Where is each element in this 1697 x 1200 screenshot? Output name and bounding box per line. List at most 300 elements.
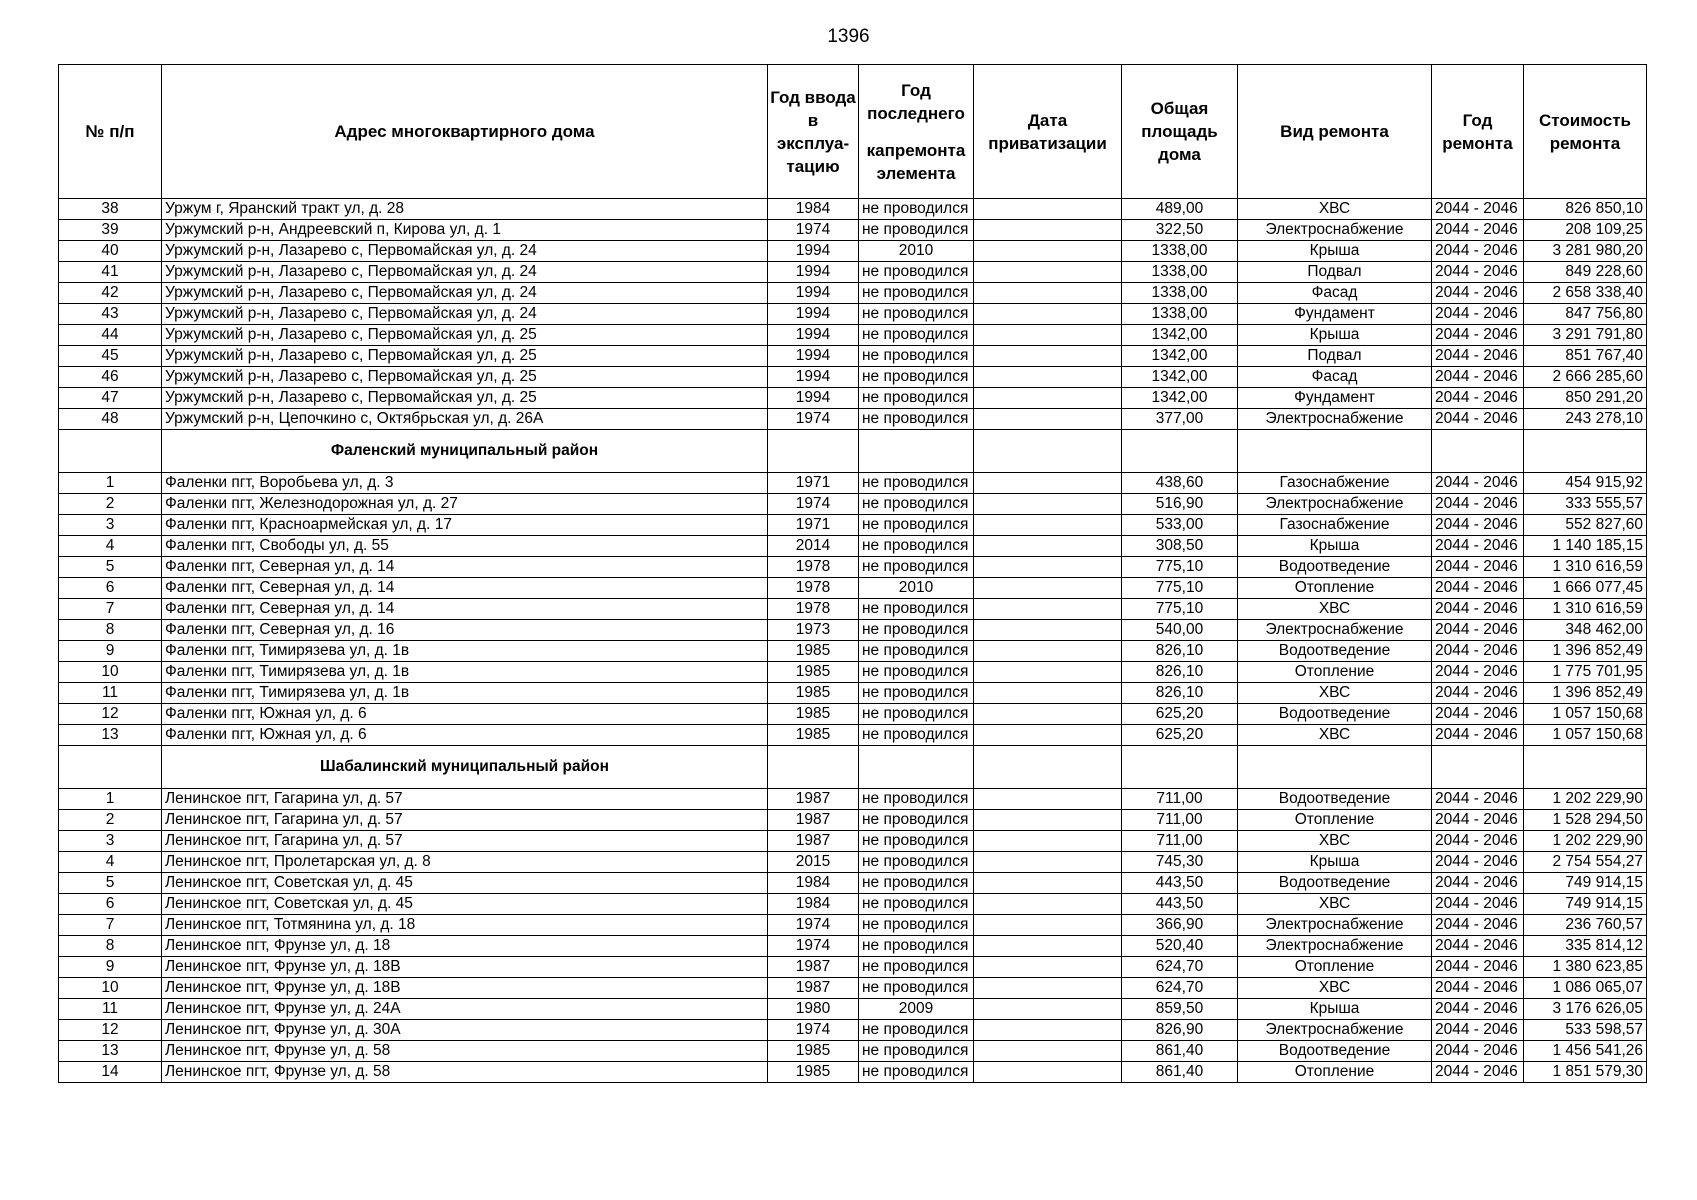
row-address: Ленинское пгт, Фрунзе ул, д. 30А (162, 1020, 768, 1041)
row-number: 8 (59, 936, 162, 957)
header-last-repair-line2: капремонта элемента (866, 140, 966, 183)
row-last-repair: не проводился (859, 346, 974, 367)
row-last-repair: не проводился (859, 620, 974, 641)
header-repair-type: Вид ремонта (1238, 65, 1432, 199)
row-privatization (974, 957, 1122, 978)
row-last-repair: не проводился (859, 599, 974, 620)
row-address: Уржумский р-н, Лазарево с, Первомайская ул, д. 25 (162, 346, 768, 367)
table-row (59, 262, 1647, 283)
row-repair-type: Отопление (1238, 810, 1432, 831)
row-area: 625,20 (1122, 704, 1238, 725)
row-repair-type: Водоотведение (1238, 873, 1432, 894)
row-address: Уржумский р-н, Цепочкино с, Октябрьская ул, д. 26А (162, 409, 768, 430)
row-year-built: 1974 (768, 494, 859, 515)
row-cost: 1 851 579,30 (1524, 1062, 1647, 1083)
table-row (59, 473, 1647, 494)
row-repair-type: Водоотведение (1238, 557, 1432, 578)
row-last-repair: не проводился (859, 641, 974, 662)
row-address: Фаленки пгт, Северная ул, д. 14 (162, 599, 768, 620)
row-address: Ленинское пгт, Фрунзе ул, д. 18В (162, 978, 768, 999)
row-last-repair: не проводился (859, 725, 974, 746)
row-address: Уржумский р-н, Лазарево с, Первомайская ул, д. 25 (162, 388, 768, 409)
row-year-built: 1974 (768, 915, 859, 936)
row-repair-type: ХВС (1238, 199, 1432, 220)
row-year-built: 1985 (768, 704, 859, 725)
row-last-repair: не проводился (859, 810, 974, 831)
row-privatization (974, 620, 1122, 641)
row-last-repair: не проводился (859, 978, 974, 999)
row-repair-type: Электроснабжение (1238, 936, 1432, 957)
row-repair-year: 2044 - 2046 (1432, 873, 1524, 894)
row-number: 11 (59, 999, 162, 1020)
row-repair-type: Отопление (1238, 1062, 1432, 1083)
row-number: 10 (59, 662, 162, 683)
header-num: № п/п (59, 65, 162, 199)
row-area: 745,30 (1122, 852, 1238, 873)
row-address: Фаленки пгт, Воробьева ул, д. 3 (162, 473, 768, 494)
table-row (59, 325, 1647, 346)
row-year-built: 1974 (768, 409, 859, 430)
row-area: 1338,00 (1122, 304, 1238, 325)
row-address: Ленинское пгт, Гагарина ул, д. 57 (162, 789, 768, 810)
table-row (59, 641, 1647, 662)
row-repair-type: Крыша (1238, 325, 1432, 346)
row-year-built: 2014 (768, 536, 859, 557)
row-year-built: 1994 (768, 262, 859, 283)
row-last-repair: не проводился (859, 494, 974, 515)
row-repair-type: ХВС (1238, 978, 1432, 999)
row-year-built: 1987 (768, 957, 859, 978)
row-address: Уржумский р-н, Лазарево с, Первомайская ул, д. 24 (162, 241, 768, 262)
row-repair-year: 2044 - 2046 (1432, 683, 1524, 704)
row-area: 366,90 (1122, 915, 1238, 936)
row-area: 826,10 (1122, 683, 1238, 704)
row-privatization (974, 810, 1122, 831)
row-repair-type: ХВС (1238, 894, 1432, 915)
row-last-repair: не проводился (859, 283, 974, 304)
table-row (59, 367, 1647, 388)
row-last-repair: не проводился (859, 936, 974, 957)
row-year-built: 1985 (768, 641, 859, 662)
table-row (59, 241, 1647, 262)
row-last-repair: не проводился (859, 536, 974, 557)
row-privatization (974, 1041, 1122, 1062)
row-address: Ленинское пгт, Фрунзе ул, д. 58 (162, 1041, 768, 1062)
row-repair-type: Фасад (1238, 367, 1432, 388)
row-area: 438,60 (1122, 473, 1238, 494)
section-empty-cell (1238, 430, 1432, 473)
row-year-built: 1985 (768, 662, 859, 683)
row-area: 775,10 (1122, 557, 1238, 578)
row-area: 775,10 (1122, 578, 1238, 599)
row-cost: 1 528 294,50 (1524, 810, 1647, 831)
row-repair-year: 2044 - 2046 (1432, 704, 1524, 725)
row-repair-type: Электроснабжение (1238, 620, 1432, 641)
row-cost: 333 555,57 (1524, 494, 1647, 515)
row-privatization (974, 367, 1122, 388)
row-address: Уржумский р-н, Андреевский п, Кирова ул, д. 1 (162, 220, 768, 241)
table-row (59, 662, 1647, 683)
row-cost: 243 278,10 (1524, 409, 1647, 430)
row-area: 861,40 (1122, 1062, 1238, 1083)
row-privatization (974, 999, 1122, 1020)
row-area: 1342,00 (1122, 367, 1238, 388)
row-address: Уржумский р-н, Лазарево с, Первомайская ул, д. 25 (162, 325, 768, 346)
header-privatization: Дата приватизации (974, 65, 1122, 199)
row-repair-year: 2044 - 2046 (1432, 620, 1524, 641)
table-row (59, 894, 1647, 915)
row-address: Фаленки пгт, Северная ул, д. 14 (162, 578, 768, 599)
row-privatization (974, 831, 1122, 852)
row-number: 12 (59, 1020, 162, 1041)
row-repair-type: Отопление (1238, 578, 1432, 599)
row-privatization (974, 683, 1122, 704)
section-num-cell (59, 746, 162, 789)
row-last-repair: не проводился (859, 262, 974, 283)
section-empty-cell (768, 430, 859, 473)
repair-plan-table (58, 64, 1647, 1083)
table-row (59, 199, 1647, 220)
row-number: 11 (59, 683, 162, 704)
row-repair-type: ХВС (1238, 831, 1432, 852)
row-privatization (974, 473, 1122, 494)
row-privatization (974, 1062, 1122, 1083)
row-repair-type: Отопление (1238, 957, 1432, 978)
row-repair-type: Газоснабжение (1238, 473, 1432, 494)
table-row (59, 494, 1647, 515)
row-privatization (974, 241, 1122, 262)
row-repair-year: 2044 - 2046 (1432, 1020, 1524, 1041)
row-address: Фаленки пгт, Тимирязева ул, д. 1в (162, 683, 768, 704)
row-privatization (974, 515, 1122, 536)
row-cost: 1 057 150,68 (1524, 725, 1647, 746)
row-repair-year: 2044 - 2046 (1432, 325, 1524, 346)
table-row (59, 599, 1647, 620)
row-privatization (974, 346, 1122, 367)
row-number: 5 (59, 873, 162, 894)
row-number: 39 (59, 220, 162, 241)
row-last-repair: не проводился (859, 557, 974, 578)
header-row (59, 65, 1647, 199)
row-cost: 1 310 616,59 (1524, 557, 1647, 578)
row-year-built: 1974 (768, 220, 859, 241)
row-cost: 851 767,40 (1524, 346, 1647, 367)
row-year-built: 1973 (768, 620, 859, 641)
row-privatization (974, 578, 1122, 599)
row-number: 4 (59, 852, 162, 873)
row-cost: 1 140 185,15 (1524, 536, 1647, 557)
row-cost: 847 756,80 (1524, 304, 1647, 325)
row-number: 3 (59, 831, 162, 852)
row-year-built: 1987 (768, 978, 859, 999)
row-number: 3 (59, 515, 162, 536)
row-cost: 849 228,60 (1524, 262, 1647, 283)
row-last-repair: не проводился (859, 873, 974, 894)
section-empty-cell (1122, 746, 1238, 789)
row-number: 44 (59, 325, 162, 346)
row-cost: 3 281 980,20 (1524, 241, 1647, 262)
row-area: 516,90 (1122, 494, 1238, 515)
row-repair-type: Газоснабжение (1238, 515, 1432, 536)
row-last-repair: не проводился (859, 831, 974, 852)
header-address: Адрес многоквартирного дома (162, 65, 768, 199)
row-repair-type: Электроснабжение (1238, 409, 1432, 430)
row-number: 46 (59, 367, 162, 388)
row-privatization (974, 304, 1122, 325)
row-number: 42 (59, 283, 162, 304)
row-last-repair: не проводился (859, 515, 974, 536)
section-title: Фаленский муниципальный район (162, 430, 768, 473)
table-row (59, 346, 1647, 367)
row-address: Фаленки пгт, Свободы ул, д. 55 (162, 536, 768, 557)
table-row (59, 620, 1647, 641)
table-body (59, 199, 1647, 1083)
row-area: 377,00 (1122, 409, 1238, 430)
page-number: 1396 (827, 26, 870, 47)
row-address: Ленинское пгт, Фрунзе ул, д. 58 (162, 1062, 768, 1083)
row-privatization (974, 915, 1122, 936)
row-area: 826,90 (1122, 1020, 1238, 1041)
row-repair-year: 2044 - 2046 (1432, 641, 1524, 662)
row-last-repair: 2009 (859, 999, 974, 1020)
table-row (59, 936, 1647, 957)
table-row (59, 789, 1647, 810)
row-repair-year: 2044 - 2046 (1432, 936, 1524, 957)
row-repair-year: 2044 - 2046 (1432, 831, 1524, 852)
row-cost: 1 775 701,95 (1524, 662, 1647, 683)
row-repair-year: 2044 - 2046 (1432, 810, 1524, 831)
row-area: 711,00 (1122, 810, 1238, 831)
table-row (59, 725, 1647, 746)
row-repair-type: Водоотведение (1238, 789, 1432, 810)
row-cost: 850 291,20 (1524, 388, 1647, 409)
row-repair-type: Фундамент (1238, 388, 1432, 409)
row-last-repair: не проводился (859, 409, 974, 430)
row-privatization (974, 325, 1122, 346)
row-year-built: 1974 (768, 936, 859, 957)
row-repair-type: Крыша (1238, 536, 1432, 557)
row-repair-year: 2044 - 2046 (1432, 515, 1524, 536)
row-repair-year: 2044 - 2046 (1432, 199, 1524, 220)
row-last-repair: не проводился (859, 220, 974, 241)
row-cost: 749 914,15 (1524, 894, 1647, 915)
table-row (59, 388, 1647, 409)
row-cost: 1 666 077,45 (1524, 578, 1647, 599)
row-address: Ленинское пгт, Пролетарская ул, д. 8 (162, 852, 768, 873)
row-repair-year: 2044 - 2046 (1432, 852, 1524, 873)
row-repair-year: 2044 - 2046 (1432, 1041, 1524, 1062)
row-last-repair: не проводился (859, 1020, 974, 1041)
row-area: 826,10 (1122, 662, 1238, 683)
row-repair-year: 2044 - 2046 (1432, 789, 1524, 810)
row-number: 8 (59, 620, 162, 641)
row-repair-type: Водоотведение (1238, 1041, 1432, 1062)
row-last-repair: не проводился (859, 957, 974, 978)
row-address: Уржумский р-н, Лазарево с, Первомайская ул, д. 24 (162, 262, 768, 283)
row-area: 1342,00 (1122, 346, 1238, 367)
row-privatization (974, 789, 1122, 810)
row-year-built: 1994 (768, 304, 859, 325)
row-cost: 533 598,57 (1524, 1020, 1647, 1041)
row-cost: 236 760,57 (1524, 915, 1647, 936)
row-area: 443,50 (1122, 894, 1238, 915)
row-address: Уржумский р-н, Лазарево с, Первомайская ул, д. 24 (162, 304, 768, 325)
row-last-repair: не проводился (859, 704, 974, 725)
row-number: 7 (59, 915, 162, 936)
row-repair-year: 2044 - 2046 (1432, 367, 1524, 388)
row-number: 1 (59, 789, 162, 810)
table-row (59, 810, 1647, 831)
row-repair-year: 2044 - 2046 (1432, 978, 1524, 999)
table-row (59, 957, 1647, 978)
row-area: 1338,00 (1122, 283, 1238, 304)
row-area: 520,40 (1122, 936, 1238, 957)
row-cost: 454 915,92 (1524, 473, 1647, 494)
row-privatization (974, 199, 1122, 220)
header-repair-year: Год ремонта (1432, 65, 1524, 199)
row-number: 43 (59, 304, 162, 325)
row-repair-type: Электроснабжение (1238, 494, 1432, 515)
row-area: 775,10 (1122, 599, 1238, 620)
row-repair-type: Электроснабжение (1238, 220, 1432, 241)
row-number: 38 (59, 199, 162, 220)
row-year-built: 1987 (768, 789, 859, 810)
row-repair-year: 2044 - 2046 (1432, 220, 1524, 241)
row-area: 533,00 (1122, 515, 1238, 536)
row-address: Ленинское пгт, Советская ул, д. 45 (162, 894, 768, 915)
row-address: Фаленки пгт, Тимирязева ул, д. 1в (162, 662, 768, 683)
row-last-repair: не проводился (859, 915, 974, 936)
row-last-repair: не проводился (859, 325, 974, 346)
section-empty-cell (768, 746, 859, 789)
row-number: 2 (59, 810, 162, 831)
header-cost: Стоимость ремонта (1524, 65, 1647, 199)
section-num-cell (59, 430, 162, 473)
row-cost: 348 462,00 (1524, 620, 1647, 641)
row-repair-type: Электроснабжение (1238, 915, 1432, 936)
table-row (59, 1062, 1647, 1083)
section-empty-cell (1432, 746, 1524, 789)
section-row (59, 746, 1647, 789)
row-repair-year: 2044 - 2046 (1432, 999, 1524, 1020)
row-repair-year: 2044 - 2046 (1432, 578, 1524, 599)
row-area: 624,70 (1122, 957, 1238, 978)
table-row (59, 220, 1647, 241)
table-row (59, 1041, 1647, 1062)
row-number: 7 (59, 599, 162, 620)
row-privatization (974, 262, 1122, 283)
row-privatization (974, 557, 1122, 578)
table-row (59, 873, 1647, 894)
row-repair-year: 2044 - 2046 (1432, 388, 1524, 409)
section-empty-cell (1238, 746, 1432, 789)
row-cost: 2 658 338,40 (1524, 283, 1647, 304)
row-cost: 1 380 623,85 (1524, 957, 1647, 978)
row-privatization (974, 978, 1122, 999)
section-empty-cell (1524, 430, 1647, 473)
row-address: Ленинское пгт, Фрунзе ул, д. 18 (162, 936, 768, 957)
row-last-repair: 2010 (859, 578, 974, 599)
row-address: Фаленки пгт, Южная ул, д. 6 (162, 725, 768, 746)
row-cost: 1 396 852,49 (1524, 641, 1647, 662)
row-year-built: 1978 (768, 578, 859, 599)
section-empty-cell (1524, 746, 1647, 789)
row-number: 40 (59, 241, 162, 262)
section-empty-cell (974, 746, 1122, 789)
table-row (59, 409, 1647, 430)
header-year-built: Год ввода в эксплуа-тацию (768, 65, 859, 199)
section-empty-cell (859, 430, 974, 473)
row-repair-year: 2044 - 2046 (1432, 409, 1524, 430)
row-privatization (974, 1020, 1122, 1041)
row-number: 14 (59, 1062, 162, 1083)
row-number: 9 (59, 957, 162, 978)
row-address: Фаленки пгт, Южная ул, д. 6 (162, 704, 768, 725)
row-area: 443,50 (1122, 873, 1238, 894)
table-row (59, 683, 1647, 704)
row-privatization (974, 220, 1122, 241)
row-year-built: 1994 (768, 388, 859, 409)
row-repair-type: Водоотведение (1238, 704, 1432, 725)
row-number: 13 (59, 725, 162, 746)
row-repair-year: 2044 - 2046 (1432, 536, 1524, 557)
row-number: 10 (59, 978, 162, 999)
row-year-built: 1980 (768, 999, 859, 1020)
table-row (59, 978, 1647, 999)
section-empty-cell (1122, 430, 1238, 473)
row-privatization (974, 873, 1122, 894)
row-repair-year: 2044 - 2046 (1432, 241, 1524, 262)
row-privatization (974, 704, 1122, 725)
row-repair-type: ХВС (1238, 599, 1432, 620)
row-year-built: 1985 (768, 725, 859, 746)
row-repair-year: 2044 - 2046 (1432, 662, 1524, 683)
row-number: 41 (59, 262, 162, 283)
row-repair-type: Крыша (1238, 241, 1432, 262)
header-last-repair (859, 65, 974, 199)
row-address: Фаленки пгт, Железнодорожная ул, д. 27 (162, 494, 768, 515)
row-number: 1 (59, 473, 162, 494)
table-row (59, 515, 1647, 536)
row-area: 1342,00 (1122, 325, 1238, 346)
row-last-repair: не проводился (859, 1041, 974, 1062)
row-number: 45 (59, 346, 162, 367)
row-number: 47 (59, 388, 162, 409)
row-year-built: 1994 (768, 241, 859, 262)
row-address: Ленинское пгт, Советская ул, д. 45 (162, 873, 768, 894)
table-row (59, 831, 1647, 852)
table-row (59, 283, 1647, 304)
row-number: 2 (59, 494, 162, 515)
row-repair-year: 2044 - 2046 (1432, 262, 1524, 283)
row-cost: 1 202 229,90 (1524, 831, 1647, 852)
row-area: 625,20 (1122, 725, 1238, 746)
table-row (59, 1020, 1647, 1041)
row-last-repair: не проводился (859, 304, 974, 325)
row-address: Фаленки пгт, Тимирязева ул, д. 1в (162, 641, 768, 662)
row-area: 489,00 (1122, 199, 1238, 220)
section-title: Шабалинский муниципальный район (162, 746, 768, 789)
row-privatization (974, 599, 1122, 620)
row-number: 12 (59, 704, 162, 725)
row-repair-type: Отопление (1238, 662, 1432, 683)
row-repair-year: 2044 - 2046 (1432, 473, 1524, 494)
row-year-built: 1984 (768, 873, 859, 894)
row-repair-year: 2044 - 2046 (1432, 346, 1524, 367)
row-cost: 3 291 791,80 (1524, 325, 1647, 346)
row-year-built: 1974 (768, 1020, 859, 1041)
row-area: 308,50 (1122, 536, 1238, 557)
